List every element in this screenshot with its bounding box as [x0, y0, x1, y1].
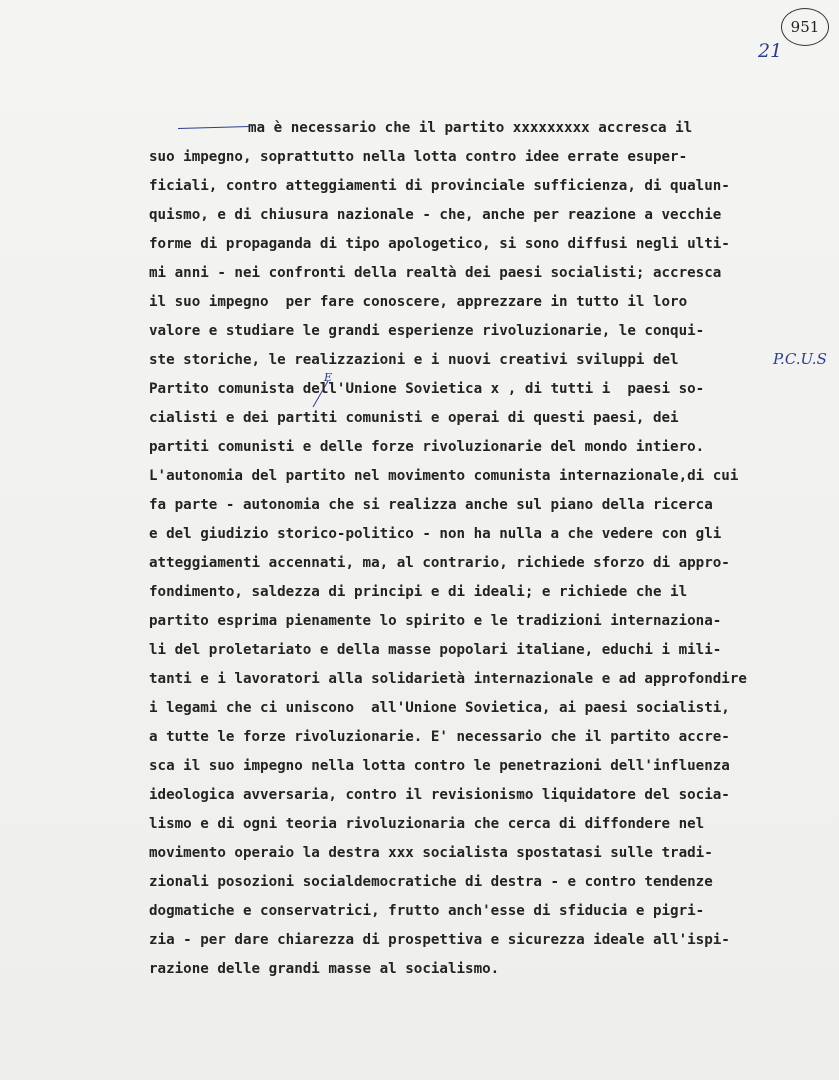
text-line-4: quismo, e di chiusura nazionale - che, anche per reazione a vecchie	[149, 207, 722, 223]
text-line-22: a tutte le forze rivoluzionarie. E' necessario che il partito accre-	[149, 729, 730, 745]
page-number-stamp: 951	[781, 8, 829, 46]
text-line-18: partito esprima pienamente lo spirito e le tradizioni internaziona-	[149, 613, 722, 629]
text-line-2: suo impegno, soprattutto nella lotta contro idee errate esuper-	[149, 149, 688, 165]
text-line-21: i legami che ci uniscono all'Unione Sovietica, ai paesi socialisti,	[149, 700, 730, 716]
typewritten-body	[149, 114, 839, 984]
text-line-30: razione delle grandi masse al socialismo.	[149, 961, 500, 977]
text-line-14: fa parte - autonomia che si realizza anche sul piano della ricerca	[149, 497, 713, 513]
text-line-23: sca il suo impegno nella lotta contro le penetrazioni dell'influenza	[149, 758, 730, 774]
text-line-13: L'autonomia del partito nel movimento comunista internazionale,di cui	[149, 468, 739, 484]
text-line-20: tanti e i lavoratori alla solidarietà internazionale e ad approfondire	[149, 671, 747, 687]
text-line-25: lismo e di ogni teoria rivoluzionaria che cerca di diffondere nel	[149, 816, 705, 832]
text-line-10: Partito comunista dell'Unione Sovietica x , di tutti i paesi so-	[149, 381, 705, 397]
handwritten-accent-mark: E	[324, 371, 333, 384]
text-line-8: valore e studiare le grandi esperienze rivoluzionarie, le conqui-	[149, 323, 705, 339]
text-line-1: ma è necessario che il partito xxxxxxxxx accresca il	[248, 120, 693, 136]
text-line-6: mi anni - nei confronti della realtà dei paesi socialisti; accresca	[149, 265, 722, 281]
text-line-17: fondimento, saldezza di principi e di ideali; e richiede che il	[149, 584, 688, 600]
text-line-19: li del proletariato e della masse popolari italiane, educhi i mili-	[149, 642, 722, 658]
text-line-7: il suo impegno per fare conoscere, apprezzare in tutto il loro	[149, 294, 688, 310]
text-line-12: partiti comunisti e delle forze rivoluzionarie del mondo intiero.	[149, 439, 705, 455]
text-line-24: ideologica avversaria, contro il revisionismo liquidatore del socia-	[149, 787, 730, 803]
text-line-29: zia - per dare chiarezza di prospettiva e sicurezza ideale all'ispi-	[149, 932, 730, 948]
text-line-28: dogmatiche e conservatrici, frutto anch'esse di sfiducia e pigri-	[149, 903, 705, 919]
text-line-27: zionali posozioni socialdemocratiche di destra - e contro tendenze	[149, 874, 713, 890]
handwritten-folio-number: 21	[758, 40, 783, 62]
text-line-3: ficiali, contro atteggiamenti di provinciale sufficienza, di qualun-	[149, 178, 730, 194]
text-line-26: movimento operaio la destra xxx socialista spostatasi sulle tradi-	[149, 845, 713, 861]
text-line-5: forme di propaganda di tipo apologetico, si sono diffusi negli ulti-	[149, 236, 730, 252]
text-line-11: cialisti e dei partiti comunisti e operai di questi paesi, dei	[149, 410, 679, 426]
text-line-9: ste storiche, le realizzazioni e i nuovi creativi sviluppi del	[149, 352, 679, 368]
text-line-15: e del giudizio storico-politico - non ha nulla a che vedere con gli	[149, 526, 722, 542]
handwritten-margin-insert: P.C.U.S	[773, 350, 827, 368]
text-line-16: atteggiamenti accennati, ma, al contrario, richiede sforzo di appro-	[149, 555, 730, 571]
